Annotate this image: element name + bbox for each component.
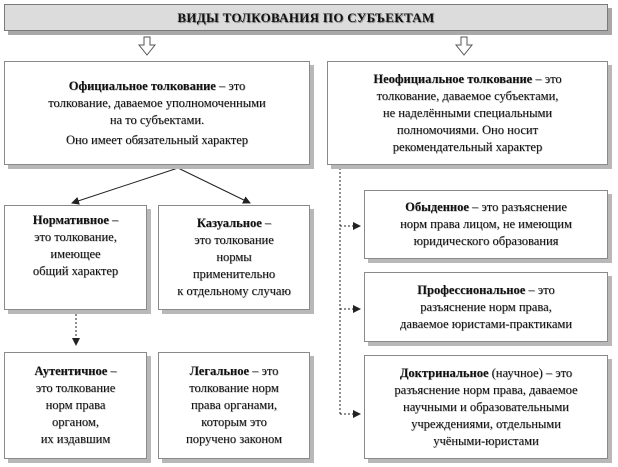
diagram-title: ВИДЫ ТОЛКОВАНИЯ ПО СУБЪЕКТАМ	[4, 4, 608, 31]
casual-term: Казуальное	[196, 216, 262, 230]
official-term: Официальное толкование	[68, 78, 216, 93]
normative-term: Нормативное	[32, 213, 109, 227]
legal-term: Легальное	[189, 364, 249, 378]
doctrinal-term: Доктринальное	[399, 365, 489, 380]
arrow-official-normative	[72, 168, 178, 203]
authentic-box: Аутентичное – это толкование норм права органом, их издавшим	[4, 352, 147, 459]
authentic-term: Аутентичное	[34, 364, 108, 378]
arrow-official-casual	[178, 168, 250, 203]
casual-box: Казуальное – это толкование нормы применительно к отдельному случаю	[158, 205, 310, 310]
normative-box: Нормативное – это толкование, имеющее общий характер	[4, 205, 147, 310]
everyday-box: Обыденное – это разъяснение норм права лицом, не имеющим юридического образования	[364, 190, 608, 259]
professional-box: Профессиональное – это разъяснение норм права, даваемое юристами-практиками	[364, 272, 608, 342]
everyday-term: Обыденное	[405, 200, 469, 214]
official-interpretation-box: Официальное толкование – это толкование, даваемое уполномоченными на то субъектами. Оно имеет обязательный характер	[4, 61, 310, 165]
unofficial-interpretation-box: Неофициальное толкование – это толкование, даваемое субъектами, не наделёнными специальными полномочиями. Оно носит рекомендательный характер	[327, 61, 608, 165]
legal-box: Легальное – это толкование норм права органами, которым это поручено законом	[158, 352, 310, 459]
unofficial-term: Неофициальное толкование	[373, 71, 533, 86]
down-arrow-left-icon	[139, 37, 155, 55]
down-arrow-right-icon	[456, 37, 472, 55]
doctrinal-box: Доктринальное (научное) – это разъяснение норм права, даваемое научными и образовательными учреждениями, отдельными учёными-юристами	[364, 355, 608, 459]
professional-term: Профессиональное	[417, 282, 526, 297]
